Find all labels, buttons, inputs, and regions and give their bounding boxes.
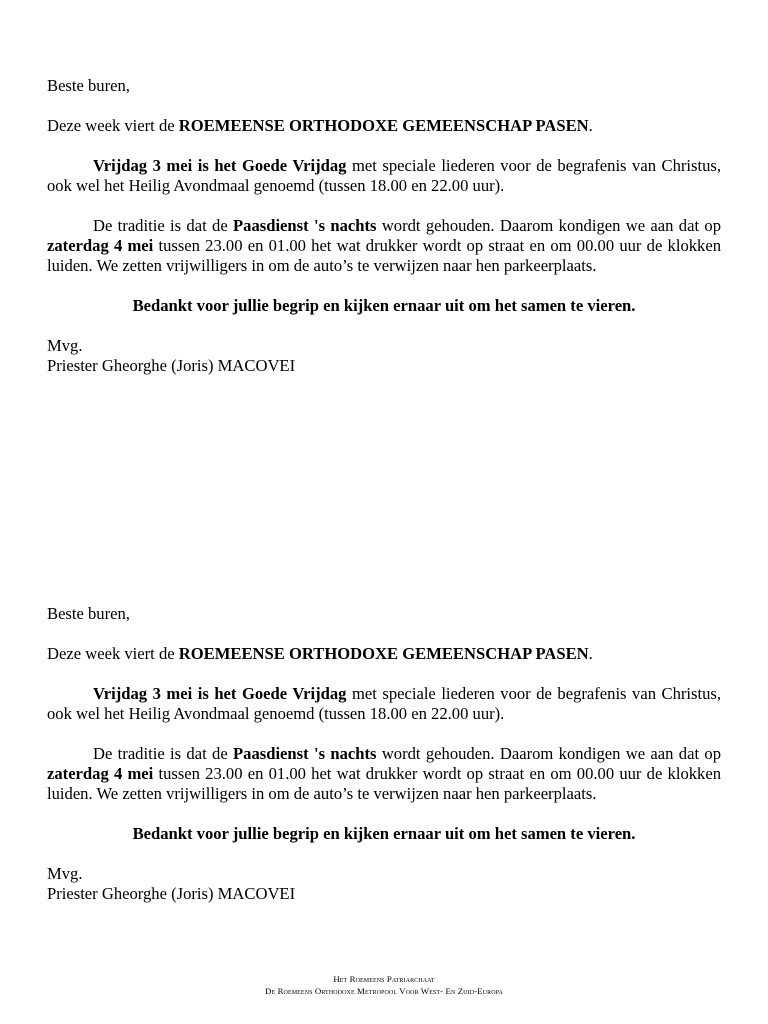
saturday-date: zaterdag 4 mei bbox=[47, 764, 154, 783]
signature: Priester Gheorghe (Joris) MACOVEI bbox=[47, 884, 296, 903]
easter-service-term: Paasdienst 's nachts bbox=[233, 744, 377, 763]
good-friday-heading: Vrijdag 3 mei is het Goede Vrijdag bbox=[93, 684, 347, 703]
signature: Priester Gheorghe (Joris) MACOVEI bbox=[47, 356, 296, 375]
greeting: Beste buren, bbox=[47, 604, 130, 623]
tradition-text-1: De traditie is dat de bbox=[93, 744, 234, 763]
tradition-text-2: wordt gehouden. Daarom kondigen we aan dat op bbox=[376, 744, 721, 763]
good-friday-text: met speciale liederen voor de begrafenis van Christus, ook wel het Heilig Avondmaal genoemd (tussen 18.00 en 22.00 uur). bbox=[47, 684, 721, 723]
good-friday-heading: Vrijdag 3 mei is het Goede Vrijdag bbox=[93, 156, 347, 175]
thanks-text: Bedankt voor jullie begrip en kijken ernaar uit om het samen te vieren. bbox=[132, 824, 636, 843]
closing: Mvg. bbox=[47, 864, 83, 883]
easter-service-term: Paasdienst 's nachts bbox=[233, 216, 377, 235]
letter-bottom bbox=[47, 604, 721, 904]
tradition-text-3: tussen 23.00 en 01.00 het wat drukker wordt op straat en om 00.00 uur de klokken luiden. We zetten vrijwilligers in om de auto’s te verwijzen naar hen parkeerplaats. bbox=[47, 764, 721, 803]
saturday-date: zaterdag 4 mei bbox=[47, 236, 154, 255]
thanks-line bbox=[47, 824, 721, 844]
closing: Mvg. bbox=[47, 336, 83, 355]
tradition-text-1: De traditie is dat de bbox=[93, 216, 234, 235]
thanks-line bbox=[47, 296, 721, 316]
intro-end: . bbox=[588, 116, 593, 135]
page-footer bbox=[0, 973, 768, 997]
good-friday-text: met speciale liederen voor de begrafenis van Christus, ook wel het Heilig Avondmaal genoemd (tussen 18.00 en 22.00 uur). bbox=[47, 156, 721, 195]
intro-end: . bbox=[588, 644, 593, 663]
good-friday-paragraph bbox=[47, 156, 721, 196]
community-name: ROEMEENSE ORTHODOXE GEMEENSCHAP PASEN bbox=[178, 116, 589, 135]
tradition-paragraph bbox=[47, 744, 721, 804]
tradition-text-2: wordt gehouden. Daarom kondigen we aan dat op bbox=[376, 216, 721, 235]
tradition-text-3: tussen 23.00 en 01.00 het wat drukker wordt op straat en om 00.00 uur de klokken luiden. We zetten vrijwilligers in om de auto’s te verwijzen naar hen parkeerplaats. bbox=[47, 236, 721, 275]
thanks-text: Bedankt voor jullie begrip en kijken ernaar uit om het samen te vieren. bbox=[132, 296, 636, 315]
good-friday-paragraph bbox=[47, 684, 721, 724]
intro-paragraph bbox=[47, 644, 721, 664]
greeting: Beste buren, bbox=[47, 76, 130, 95]
community-name: ROEMEENSE ORTHODOXE GEMEENSCHAP PASEN bbox=[178, 644, 589, 663]
intro-text: Deze week viert de bbox=[47, 644, 179, 663]
intro-text: Deze week viert de bbox=[47, 116, 179, 135]
footer-metropolis: De Roemeens Orthodoxe Metropool Voor West- En Zuid-Europa bbox=[265, 986, 503, 996]
letter-top bbox=[47, 76, 721, 376]
tradition-paragraph bbox=[47, 216, 721, 276]
footer-patriarchate: Het Roemeens Patriarchaat bbox=[333, 974, 435, 984]
intro-paragraph bbox=[47, 116, 721, 136]
